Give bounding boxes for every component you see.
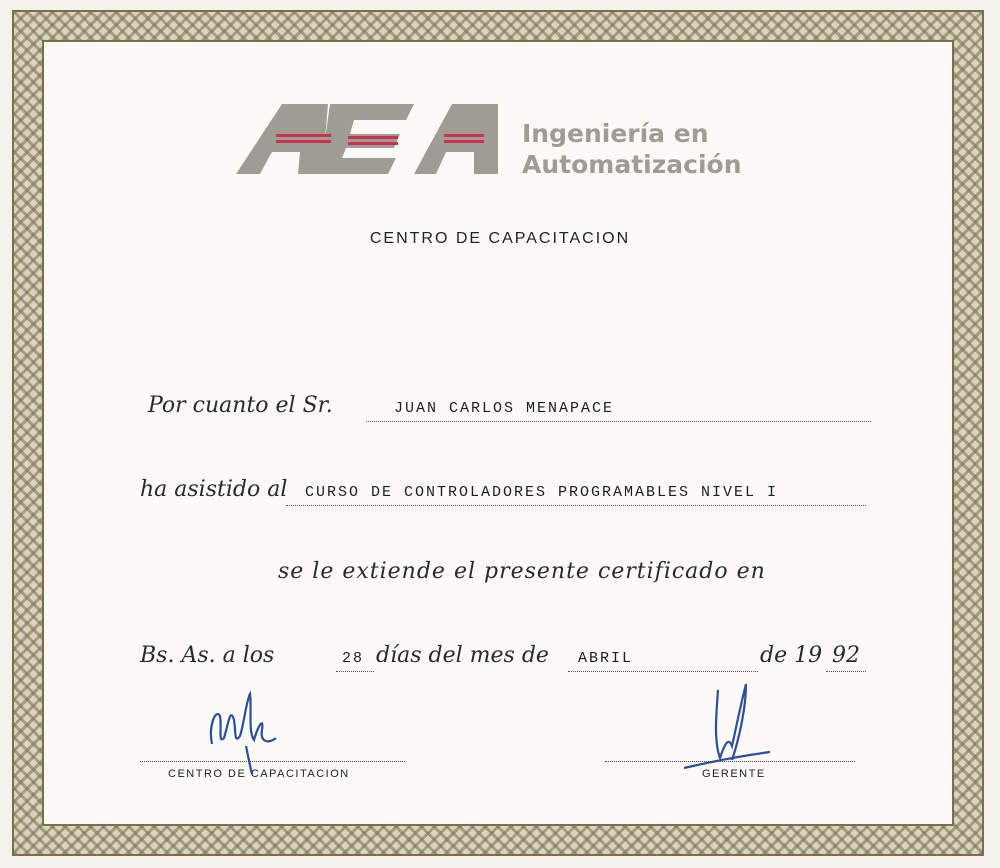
recipient-line [148,392,873,422]
course-name: CURSO DE CONTROLADORES PROGRAMABLES NIVEL I [305,484,779,501]
date-month: ABRIL [578,650,634,667]
aea-logo-mark [236,100,506,176]
course-line [140,476,870,506]
left-signature-line [140,760,405,762]
date-year-prefix: de 19 [760,643,823,668]
left-signature-label: CENTRO DE CAPACITACION [168,768,350,780]
recipient-prefix: Por cuanto el Sr. [148,393,333,418]
center-title: CENTRO DE CAPACITACION [369,230,631,247]
date-prefix: Bs. As. a los [140,643,275,668]
statement-text: se le extiende el presente certificado en [278,559,766,584]
year-fill [826,643,866,672]
company-name [522,118,742,180]
right-signature-label: GERENTE [702,768,766,780]
right-signature-line [605,760,855,762]
date-day: 28 [342,650,365,667]
course-prefix: ha asistido al [140,477,288,502]
date-year-suffix: 92 [832,643,860,668]
statement-line [278,558,766,588]
company-name-line2: Automatización [522,150,742,179]
aea-logo-svg [236,100,506,176]
left-signature-icon [206,686,286,776]
recipient-name: JUAN CARLOS MENAPACE [394,400,615,417]
date-mid: días del mes de [376,643,549,668]
date-line [140,642,880,672]
company-name-line1: Ingeniería en [522,119,709,148]
